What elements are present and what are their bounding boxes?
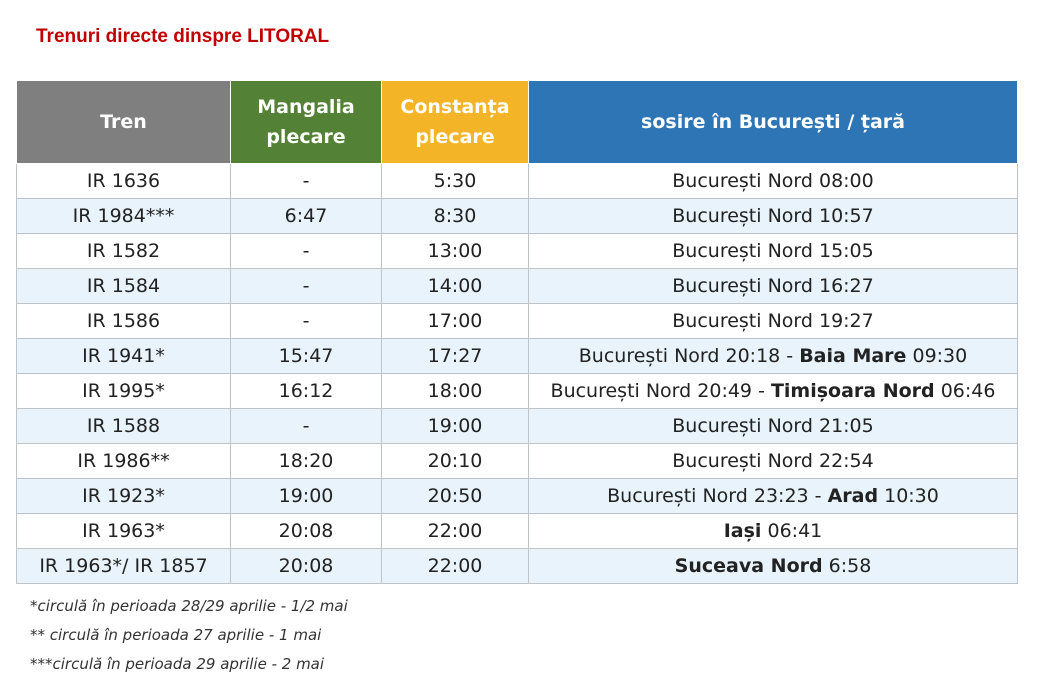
table-row [17,234,1018,269]
cell-mangalia-plecare: 16:12 [231,374,382,409]
cell-tren: IR 1995* [17,374,231,409]
cell-sosire [529,409,1018,444]
table-body [17,164,1018,584]
train-schedule-table [16,80,1018,584]
header-mangalia-line2: plecare [266,126,346,148]
header-tren [17,81,231,164]
table-row [17,374,1018,409]
cell-mangalia-plecare: - [231,269,382,304]
cell-sosire [529,304,1018,339]
table-row [17,444,1018,479]
dest-secondary-time: 09:30 [906,345,968,367]
cell-mangalia-plecare: - [231,304,382,339]
cell-tren: IR 1986** [17,444,231,479]
cell-sosire [529,339,1018,374]
table-row [17,199,1018,234]
cell-mangalia-plecare: - [231,409,382,444]
cell-tren: IR 1586 [17,304,231,339]
footnote: *circulă în perioada 28/29 aprilie - 1/2 mai [30,597,348,615]
table-header-row [17,81,1018,164]
header-sosire [529,81,1018,164]
dest-secondary: Baia Mare [799,345,907,367]
cell-constanta-plecare: 20:10 [382,444,529,479]
table-row [17,549,1018,584]
dest-secondary: Suceava Nord [674,555,823,577]
cell-constanta-plecare: 5:30 [382,164,529,199]
header-constanta [382,81,529,164]
dest-main: București Nord 23:23 - [607,485,828,507]
header-mangalia-line1: Mangalia [257,96,355,118]
cell-sosire [529,234,1018,269]
cell-mangalia-plecare: 20:08 [231,549,382,584]
dest-secondary-time: 06:46 [934,380,996,402]
cell-sosire [529,514,1018,549]
cell-mangalia-plecare: 15:47 [231,339,382,374]
cell-sosire [529,199,1018,234]
cell-mangalia-plecare: - [231,234,382,269]
cell-mangalia-plecare: 20:08 [231,514,382,549]
cell-sosire [529,164,1018,199]
table-row [17,164,1018,199]
cell-constanta-plecare: 13:00 [382,234,529,269]
page-title: Trenuri directe dinspre LITORAL [36,26,330,47]
cell-tren: IR 1963* [17,514,231,549]
cell-constanta-plecare: 17:00 [382,304,529,339]
header-constanta-line1: Constanța [400,96,510,118]
header-tren-label: Tren [100,111,147,133]
dest-main: București Nord 22:54 [672,450,874,472]
table-row [17,479,1018,514]
cell-constanta-plecare: 20:50 [382,479,529,514]
dest-main: București Nord 19:27 [672,310,874,332]
dest-secondary: Timișoara Nord [770,380,935,402]
cell-tren: IR 1923* [17,479,231,514]
cell-tren: IR 1582 [17,234,231,269]
dest-secondary-time: 10:30 [878,485,939,507]
cell-sosire [529,479,1018,514]
cell-tren: IR 1584 [17,269,231,304]
footnote: ** circulă în perioada 27 aprilie - 1 mai [30,626,322,644]
cell-tren: IR 1941* [17,339,231,374]
table-row [17,339,1018,374]
footnotes [30,592,348,679]
table-row [17,269,1018,304]
cell-tren: IR 1588 [17,409,231,444]
cell-sosire [529,549,1018,584]
header-constanta-line2: plecare [415,126,495,148]
cell-sosire [529,374,1018,409]
dest-secondary-time: 06:41 [761,520,823,542]
dest-main: București Nord 20:49 - [550,380,771,402]
cell-mangalia-plecare: 19:00 [231,479,382,514]
cell-mangalia-plecare: 6:47 [231,199,382,234]
cell-mangalia-plecare: 18:20 [231,444,382,479]
dest-main: București Nord 21:05 [672,415,874,437]
cell-tren: IR 1963*/ IR 1857 [17,549,231,584]
dest-secondary-time: 6:58 [822,555,872,577]
cell-sosire [529,269,1018,304]
dest-secondary: Arad [827,485,879,507]
cell-sosire [529,444,1018,479]
cell-constanta-plecare: 17:27 [382,339,529,374]
dest-main: București Nord 08:00 [672,170,874,192]
cell-constanta-plecare: 8:30 [382,199,529,234]
dest-secondary: Iași [723,520,762,542]
cell-constanta-plecare: 18:00 [382,374,529,409]
table-row [17,409,1018,444]
cell-constanta-plecare: 22:00 [382,549,529,584]
header-mangalia [231,81,382,164]
cell-constanta-plecare: 14:00 [382,269,529,304]
cell-constanta-plecare: 19:00 [382,409,529,444]
cell-tren: IR 1636 [17,164,231,199]
table-row [17,304,1018,339]
dest-main: București Nord 15:05 [672,240,874,262]
dest-main: București Nord 20:18 - [578,345,800,367]
cell-mangalia-plecare: - [231,164,382,199]
cell-tren: IR 1984*** [17,199,231,234]
footnote: ***circulă în perioada 29 aprilie - 2 mai [30,655,325,673]
header-sosire-label: sosire în București / țară [641,111,905,133]
dest-main: București Nord 16:27 [672,275,874,297]
table-row [17,514,1018,549]
cell-constanta-plecare: 22:00 [382,514,529,549]
dest-main: București Nord 10:57 [672,205,874,227]
